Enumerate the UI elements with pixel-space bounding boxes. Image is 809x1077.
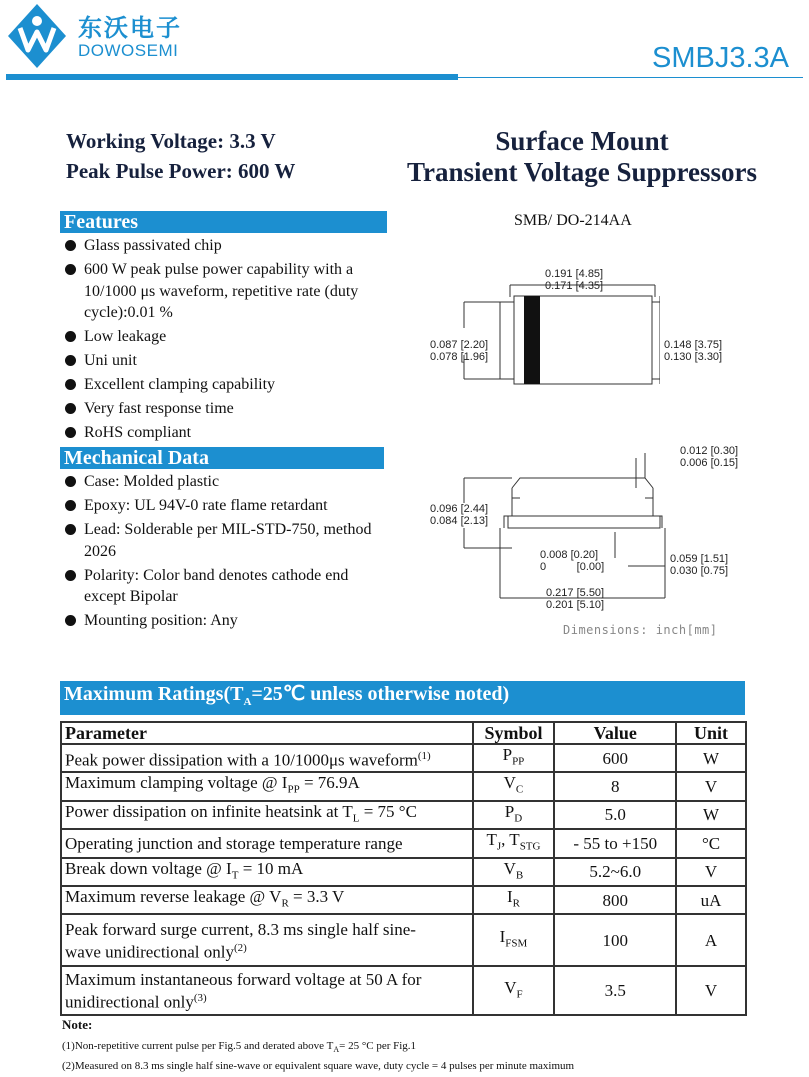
part-number: SMBJ3.3A xyxy=(652,42,789,74)
bullet-icon xyxy=(65,240,76,251)
note-2: (2)Measured on 8.3 ms single half sine-wave or equivalent square wave, duty cycle = 4 pulses per minute maximum xyxy=(62,1060,575,1072)
bullet-icon xyxy=(65,524,76,535)
working-voltage: Working Voltage: 3.3 V xyxy=(66,129,276,153)
table-header-row xyxy=(61,722,746,744)
dim-side-height: 0.096 [2.44] 0.084 [2.13] xyxy=(430,503,489,527)
bullet-icon xyxy=(65,615,76,626)
note-1: (1)Non-repetitive current pulse per Fig.5 and derated above $T_A= 25$ °C per Fig.1 xyxy=(62,1040,417,1055)
package-top-view xyxy=(460,283,660,403)
list-item: Epoxy: UL 94V-0 rate flame retardant xyxy=(62,495,392,517)
mechanical-heading: Mechanical Data xyxy=(60,447,384,469)
dim-standoff: 0.008 [0.20] 0 [0.00] xyxy=(540,549,605,573)
dim-top-width: 0.191 [4.85] 0.171 [4.35] xyxy=(545,268,604,292)
table-row: Maximum reverse leakage @ $V_R = 3.3$ V $I_R$ 800 uA xyxy=(61,886,746,914)
dim-lead-length: 0.059 [1.51] 0.030 [0.75] xyxy=(670,553,729,577)
list-item: Case: Molded plastic xyxy=(62,471,392,493)
bullet-icon xyxy=(65,403,76,414)
list-item: Mounting position: Any xyxy=(62,610,392,632)
title-line-1: Surface Mount xyxy=(495,126,669,156)
column-header: Value xyxy=(554,722,676,744)
bullet-icon xyxy=(65,427,76,438)
list-item: Uni unit xyxy=(62,350,382,372)
header-rule-thin xyxy=(458,77,803,78)
list-item: Glass passivated chip xyxy=(62,235,382,257)
table-row: Maximum instantaneous forward voltage at 50 A for unidirectional only$^{(3)}$ $V_F$ 3.5 V xyxy=(61,966,746,1015)
company-logo-mark xyxy=(6,2,68,70)
document-title xyxy=(372,126,792,188)
list-item: Low leakage xyxy=(62,326,382,348)
side-view-drawing xyxy=(460,448,680,608)
list-item: Excellent clamping capability xyxy=(62,374,382,396)
package-name: SMB/ DO-214AA xyxy=(514,212,632,229)
ratings-table-wrap xyxy=(60,721,747,1016)
dim-left-height: 0.087 [2.20] 0.078 [1.96] xyxy=(430,339,489,363)
list-item: 600 W peak pulse power capability with a 10/1000 μs waveform, repetitive rate (duty cycle):0.01 % xyxy=(62,259,382,324)
notes-label: Note: xyxy=(62,1017,93,1032)
company-name-cn: 东沃电子 xyxy=(78,14,182,42)
column-header: Unit xyxy=(676,722,746,744)
ratings-table xyxy=(60,721,747,1016)
top-view-drawing xyxy=(460,283,660,403)
bullet-icon xyxy=(65,264,76,275)
table-row: Power dissipation on infinite heatsink at $T_L = 75$ °C $P_D$ 5.0 W xyxy=(61,801,746,829)
list-item: Polarity: Color band denotes cathode end except Bipolar xyxy=(62,565,392,608)
features-list xyxy=(62,235,382,446)
dim-right-height: 0.148 [3.75] 0.130 [3.30] xyxy=(664,339,723,363)
table-row: Peak power dissipation with a 10/1000μs waveform$^{(1)}$ $P_{PP}$ 600 W xyxy=(61,744,746,772)
bullet-icon xyxy=(65,570,76,581)
dimensions-caption: Dimensions: inch[mm] xyxy=(563,623,718,637)
list-item: Lead: Solderable per MIL-STD-750, method 2026 xyxy=(62,519,392,562)
package-side-view xyxy=(460,448,680,608)
mechanical-list xyxy=(62,471,392,634)
ratings-heading: Maximum $Ratings(T_A=25℃$ unless otherwise noted) xyxy=(60,681,745,715)
table-row: Maximum clamping voltage @ $I_{PP} = 76.9A$ $V_C$ 8 V xyxy=(61,772,746,800)
bullet-icon xyxy=(65,500,76,511)
column-header: Symbol xyxy=(473,722,555,744)
bullet-icon xyxy=(65,355,76,366)
title-line-2: Transient Voltage Suppressors xyxy=(406,157,758,187)
table-row: Break down voltage @ $I_T = 10$ mA $V_B$ 5.2~6.0 V xyxy=(61,858,746,886)
features-heading: Features xyxy=(60,211,387,233)
header-rule-thick xyxy=(6,74,458,80)
peak-pulse-power: Peak Pulse Power: 600 W xyxy=(66,159,296,183)
table-row: Operating junction and storage temperature range $T_J$, $T_{STG}$ - 55 to +150 °C xyxy=(61,829,746,857)
list-item: RoHS compliant xyxy=(62,422,382,444)
bullet-icon xyxy=(65,379,76,390)
bullet-icon xyxy=(65,476,76,487)
column-header: Parameter xyxy=(61,722,473,744)
dim-overall-length: 0.217 [5.50] 0.201 [5.10] xyxy=(546,587,605,611)
list-item: Very fast response time xyxy=(62,398,382,420)
table-row: Peak forward surge current, 8.3 ms single half sine- wave unidirectional only$^{(2)}$ $I_{FSM}$ 100 A xyxy=(61,914,746,966)
company-name-en: DOWOSEMI xyxy=(78,41,179,60)
bullet-icon xyxy=(65,331,76,342)
dim-lead-thickness: 0.012 [0.30] 0.006 [0.15] xyxy=(680,445,739,469)
